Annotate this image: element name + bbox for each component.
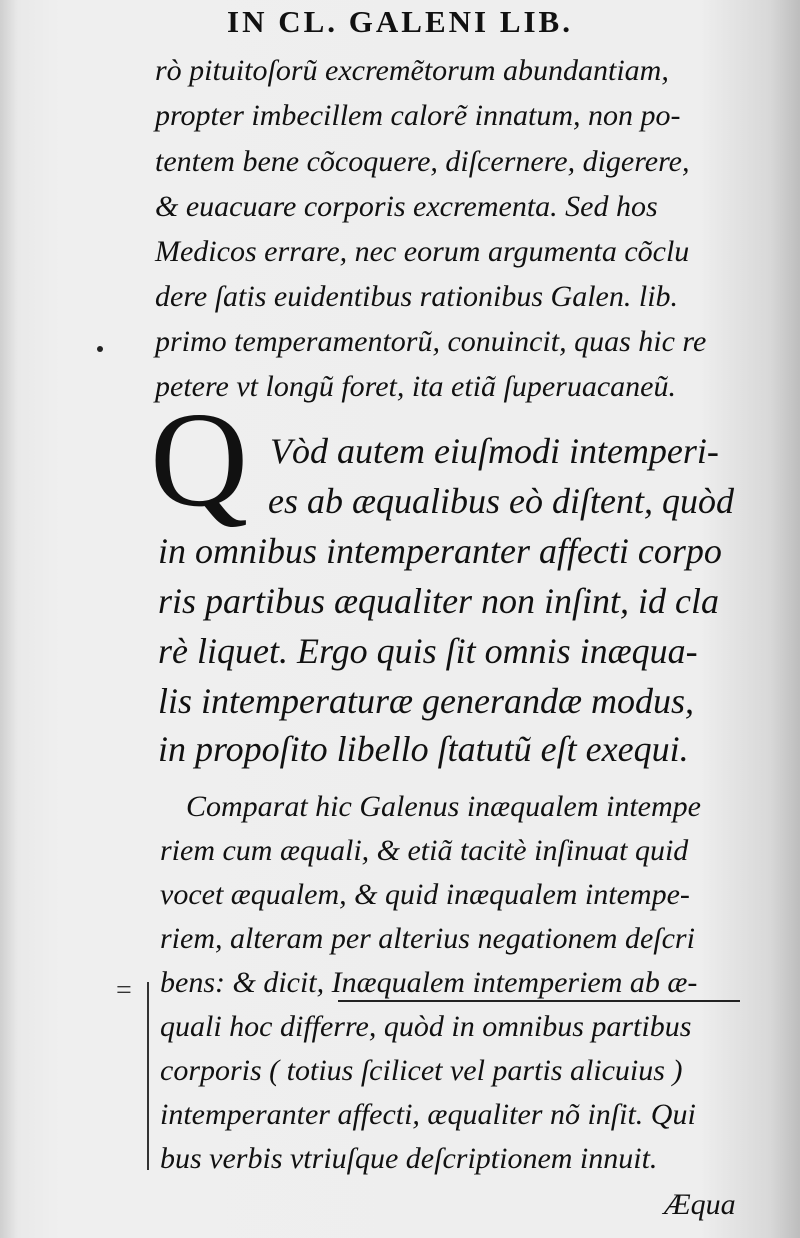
paragraph2-line: ris partibus æqualiter non inſint, id cla — [158, 581, 720, 621]
paragraph1-line: dere ſatis euidentibus rationibus Galen. lib. — [155, 280, 679, 313]
paragraph3-line: riem, alteram per alterius negationem deſcri — [160, 922, 695, 955]
paragraph2-line: in propoſito libello ſtatutũ eſt exequi. — [158, 729, 689, 769]
paragraph3-line: intemperanter affecti, æqualiter nõ inſit. Qui — [160, 1098, 696, 1131]
paragraph3-line: bens: & dicit, Inæqualem intemperiem ab æ- — [160, 966, 698, 999]
catchword: Æqua — [664, 1188, 736, 1221]
paragraph3-line: Comparat hic Galenus inæqualem intempe — [186, 790, 701, 823]
margin-annotation: = — [116, 975, 132, 1006]
margin-bracket — [147, 982, 149, 1170]
margin-dot — [97, 346, 103, 352]
paragraph1-line: primo temperamentorũ, conuincit, quas hic re — [155, 325, 707, 358]
running-header: IN CL. GALENI LIB. — [227, 4, 573, 39]
paragraph1-line: propter imbecillem calorẽ innatum, non po- — [155, 99, 681, 132]
paragraph3-line: riem cum æquali, & etiã tacitè inſinuat quid — [160, 834, 689, 867]
paragraph3-line: corporis ( totius ſcilicet vel partis alicuius ) — [160, 1054, 683, 1087]
paragraph3-line: quali hoc differre, quòd in omnibus partibus — [160, 1010, 692, 1043]
paragraph1-line: rò pituitoſorũ excremẽtorum abundantiam, — [155, 54, 669, 87]
paragraph2-line: es ab æqualibus eò diſtent, quòd — [268, 481, 734, 521]
paragraph3-line: vocet æqualem, & quid inæqualem intempe- — [160, 878, 690, 911]
paragraph1-line: & euacuare corporis excrementa. Sed hos — [155, 190, 658, 223]
paragraph2-line: lis intemperaturæ generandæ modus, — [158, 681, 694, 721]
paragraph2-line: in omnibus intemperanter affecti corpo — [158, 531, 722, 571]
paragraph1-line: petere vt longũ foret, ita etiã ſuperuacaneũ. — [155, 370, 676, 403]
paragraph1-line: Medicos errare, nec eorum argumenta cõclu — [155, 235, 690, 268]
paragraph2-line: Vòd autem eiuſmodi intemperi- — [270, 431, 719, 471]
handwritten-underline — [338, 1000, 740, 1002]
paragraph2-line: rè liquet. Ergo quis ſit omnis inæqua- — [158, 631, 698, 671]
paragraph3-line: bus verbis vtriuſque deſcriptionem innuit. — [160, 1142, 658, 1175]
drop-capital: Q — [150, 385, 249, 535]
paragraph1-line: tentem bene cõcoquere, diſcernere, digerere, — [155, 145, 690, 178]
